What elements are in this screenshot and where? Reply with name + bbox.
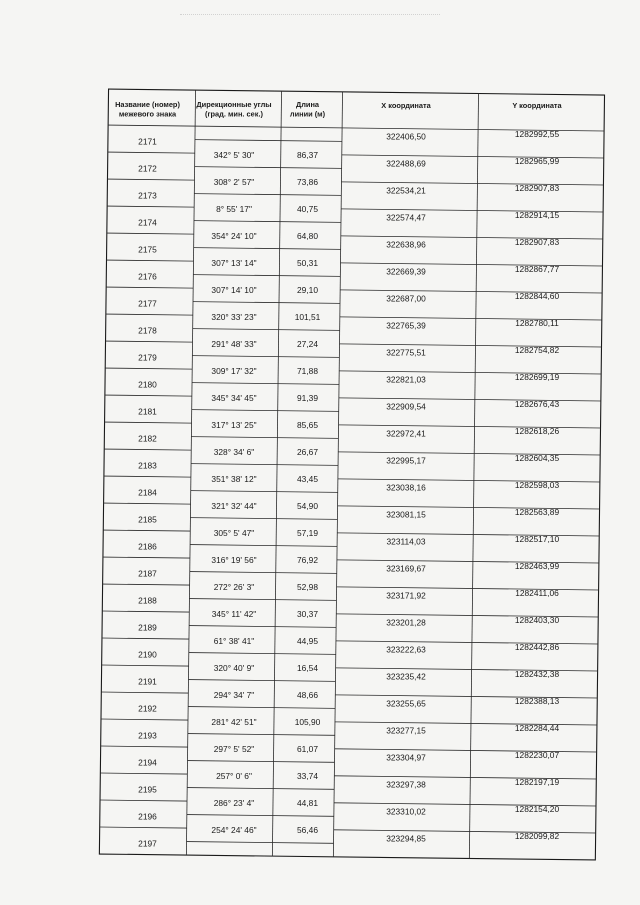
y-coordinate: 1282099,82 [514,830,560,841]
point-name: 2181 [138,406,157,417]
y-coordinate: 1282230,07 [514,749,560,760]
point-name: 2171 [138,136,157,147]
direction-angle: 307° 14' 10" [211,285,257,295]
line-length: 29,10 [297,285,318,295]
row-divider [190,518,337,520]
row-divider [189,653,336,655]
row-divider [341,236,603,239]
row-divider [191,491,338,493]
x-coordinate: 322821,03 [386,374,426,385]
point-name: 2193 [138,730,157,741]
row-divider [339,425,601,428]
point-name: 2195 [138,784,157,795]
point-name: 2182 [138,433,157,444]
direction-angle: 8° 55' 17" [216,204,252,214]
row-divider [104,449,191,450]
row-divider [100,800,187,801]
y-coordinate: 1282563,89 [514,506,560,517]
y-coordinate: 1282463,99 [514,560,560,571]
row-divider [194,248,341,250]
line-length: 43,45 [297,474,318,484]
row-divider [340,290,602,293]
y-coordinate: 1282844,60 [514,290,560,301]
row-divider [340,317,602,320]
point-name: 2191 [138,676,157,687]
row-divider [192,383,339,385]
row-divider [187,815,334,817]
row-divider [191,464,338,466]
header-y: Y координата [512,101,562,110]
point-name: 2183 [138,460,157,471]
point-name: 2174 [138,217,157,228]
row-divider [107,206,194,207]
line-length: 101,51 [294,312,321,322]
row-divider [189,599,336,601]
direction-angle: 254° 24' 46" [211,825,257,835]
x-coordinate: 323304,97 [386,752,426,763]
row-divider [191,437,338,439]
line-length: 16,54 [297,663,318,673]
point-name: 2180 [138,379,157,390]
x-coordinate: 322488,69 [386,158,426,169]
direction-angle: 317° 13' 25" [211,420,257,430]
line-length: 85,65 [297,420,318,430]
y-coordinate: 1282992,55 [514,128,560,139]
y-coordinate: 1282907,83 [514,236,560,247]
y-coordinate: 1282154,20 [514,803,560,814]
line-length: 71,88 [297,366,318,376]
line-length: 91,39 [297,393,318,403]
row-divider [106,314,193,315]
point-name: 2192 [138,703,157,714]
x-coordinate: 323201,28 [386,617,426,628]
x-coordinate: 323235,42 [386,671,426,682]
point-name: 2177 [138,298,157,309]
point-name: 2173 [138,190,157,201]
row-divider [338,452,600,455]
line-length: 30,37 [297,609,318,619]
y-coordinate: 1282517,10 [514,533,560,544]
line-length: 33,74 [297,771,318,781]
row-divider [338,506,600,509]
row-divider [106,287,193,288]
x-coordinate: 322765,39 [386,320,426,331]
x-coordinate: 323297,38 [386,779,426,790]
row-divider [103,530,190,531]
row-divider [194,221,341,223]
line-length: 76,92 [297,555,318,565]
row-divider [340,263,602,266]
column-divider [186,90,195,855]
y-coordinate: 1282867,77 [514,263,560,274]
line-length: 54,90 [297,501,318,511]
x-coordinate: 322775,51 [386,347,426,358]
y-coordinate: 1282754,82 [514,344,560,355]
row-divider [105,422,192,423]
row-divider [193,302,340,304]
y-coordinate: 1282914,15 [514,209,560,220]
x-coordinate: 323310,02 [386,806,426,817]
row-divider [108,152,195,153]
row-divider [105,395,192,396]
row-divider [188,761,335,763]
y-coordinate: 1282442,86 [514,641,560,652]
line-length: 86,37 [297,150,318,160]
table-frame [99,89,604,860]
row-divider [100,773,187,774]
point-name: 2194 [138,757,157,768]
header-angle: Дирекционные углы [196,100,272,109]
x-coordinate: 323169,67 [386,563,426,574]
direction-angle: 272° 26' 3" [213,582,255,592]
row-divider [107,179,194,180]
point-name: 2188 [138,595,157,606]
column-divider [469,94,478,859]
y-coordinate: 1282197,19 [514,776,560,787]
y-coordinate: 1282388,13 [514,695,560,706]
x-coordinate: 322574,47 [386,212,426,223]
point-name: 2179 [138,352,157,363]
x-coordinate: 322909,54 [386,401,426,412]
y-coordinate: 1282676,43 [514,398,560,409]
y-coordinate: 1282411,06 [515,587,559,598]
line-length: 52,98 [297,582,318,592]
row-divider [338,479,600,482]
row-divider [187,842,334,844]
row-divider [342,155,604,158]
x-coordinate: 323038,16 [386,482,426,493]
line-length: 56,46 [297,825,318,835]
direction-angle: 342° 5' 30" [213,150,255,160]
row-divider [102,665,189,666]
point-name: 2197 [138,838,157,849]
row-divider [193,275,340,277]
row-divider [340,344,602,347]
x-coordinate: 322669,39 [386,266,426,277]
direction-angle: 354° 24' 10" [211,231,257,241]
row-divider [195,140,342,142]
line-length: 105,90 [294,717,321,727]
column-divider [333,92,342,857]
point-name: 2175 [138,244,157,255]
row-divider [337,533,599,536]
x-coordinate: 322972,41 [386,428,426,439]
row-divider [103,584,190,585]
direction-angle: 351° 38' 12" [211,474,257,484]
y-coordinate: 1282604,35 [514,452,560,463]
row-divider [102,638,189,639]
point-name: 2176 [138,271,157,282]
point-name: 2189 [138,622,157,633]
row-divider [104,476,191,477]
row-divider [100,827,187,828]
row-divider [341,209,603,212]
x-coordinate: 323222,63 [386,644,426,655]
x-coordinate: 322995,17 [386,455,426,466]
row-divider [107,260,194,261]
y-coordinate: 1282780,11 [515,317,559,328]
row-divider [192,356,339,358]
row-divider [337,587,599,590]
row-divider [190,545,337,547]
line-length: 50,31 [297,258,318,268]
row-divider [194,194,341,196]
row-divider [106,341,193,342]
y-coordinate: 1282699,19 [514,371,560,382]
row-divider [193,329,340,331]
point-name: 2178 [138,325,157,336]
line-length: 48,66 [297,690,318,700]
column-divider [272,91,281,856]
y-coordinate: 1282907,83 [514,182,560,193]
y-coordinate: 1282403,30 [514,614,560,625]
row-divider [101,692,188,693]
x-coordinate: 323171,92 [386,590,426,601]
row-divider [192,410,339,412]
row-divider [107,233,194,234]
header-length: линии (м) [289,109,326,119]
row-divider [337,560,599,563]
x-coordinate: 323255,65 [386,698,426,709]
direction-angle: 297° 5' 52" [213,744,255,754]
line-length: 64,80 [297,231,318,241]
row-divider [187,788,334,790]
y-coordinate: 1282284,44 [514,722,560,733]
point-name: 2196 [138,811,157,822]
point-name: 2187 [138,568,157,579]
direction-angle: 320° 33' 23" [211,312,257,322]
x-coordinate: 322534,21 [386,185,426,196]
row-divider [102,611,189,612]
row-divider [101,746,188,747]
direction-angle: 286° 23' 4" [213,798,255,808]
row-divider [103,557,190,558]
line-length: 61,07 [297,744,318,754]
y-coordinate: 1282432,38 [514,668,560,679]
direction-angle: 320° 40' 9" [213,663,255,673]
line-length: 40,75 [297,204,318,214]
line-length: 26,67 [297,447,318,457]
x-coordinate: 322406,50 [386,131,426,142]
row-divider [188,734,335,736]
x-coordinate: 323294,85 [386,833,426,844]
x-coordinate: 322638,96 [386,239,426,250]
row-divider [104,503,191,504]
row-divider [101,719,188,720]
line-length: 57,19 [297,528,318,538]
y-coordinate: 1282618,26 [514,425,560,436]
row-divider [339,398,601,401]
x-coordinate: 322687,00 [386,293,426,304]
direction-angle: 316° 19' 56" [211,555,257,565]
direction-angle: 294° 34' 7" [213,690,255,700]
row-divider [190,572,337,574]
line-length: 73,86 [297,177,318,187]
row-divider [195,167,342,169]
point-name: 2190 [138,649,157,660]
table-grid [99,89,604,860]
line-length: 27,24 [297,339,318,349]
direction-angle: 291° 48' 33" [211,339,257,349]
direction-angle: 307° 13' 14" [211,258,257,268]
point-name: 2172 [138,163,157,174]
header-name: Название (номер) [115,100,180,109]
line-length: 44,81 [297,798,318,808]
direction-angle: 281° 42' 51" [211,717,257,727]
header-length: Длина [295,100,320,109]
direction-angle: 321° 32' 44" [211,501,257,511]
direction-angle: 257° 0' 6" [216,771,252,781]
point-name: 2185 [138,514,157,525]
row-divider [105,368,192,369]
row-divider [341,182,603,185]
direction-angle: 308° 2' 57" [213,177,255,187]
header-x: X координата [381,101,431,110]
x-coordinate: 323081,15 [386,509,426,520]
x-coordinate: 323277,15 [386,725,426,736]
y-coordinate: 1282965,99 [514,155,560,166]
direction-angle: 309° 17' 32" [211,366,257,376]
line-length: 44,95 [297,636,318,646]
direction-angle: 328° 34' 6" [213,447,255,457]
direction-angle: 345° 11' 42" [211,609,257,619]
row-divider [188,680,335,682]
x-coordinate: 323114,03 [386,536,426,547]
direction-angle: 345° 34' 45" [211,393,257,403]
row-divider [188,707,335,709]
header-name: межевого знака [118,109,177,119]
row-divider [339,371,601,374]
direction-angle: 61° 38' 41" [213,636,255,646]
y-coordinate: 1282598,03 [514,479,560,490]
point-name: 2184 [138,487,157,498]
header-angle: (град. мин. сек.) [205,109,263,119]
row-divider [189,626,336,628]
direction-angle: 305° 5' 47" [213,528,255,538]
point-name: 2186 [138,541,157,552]
